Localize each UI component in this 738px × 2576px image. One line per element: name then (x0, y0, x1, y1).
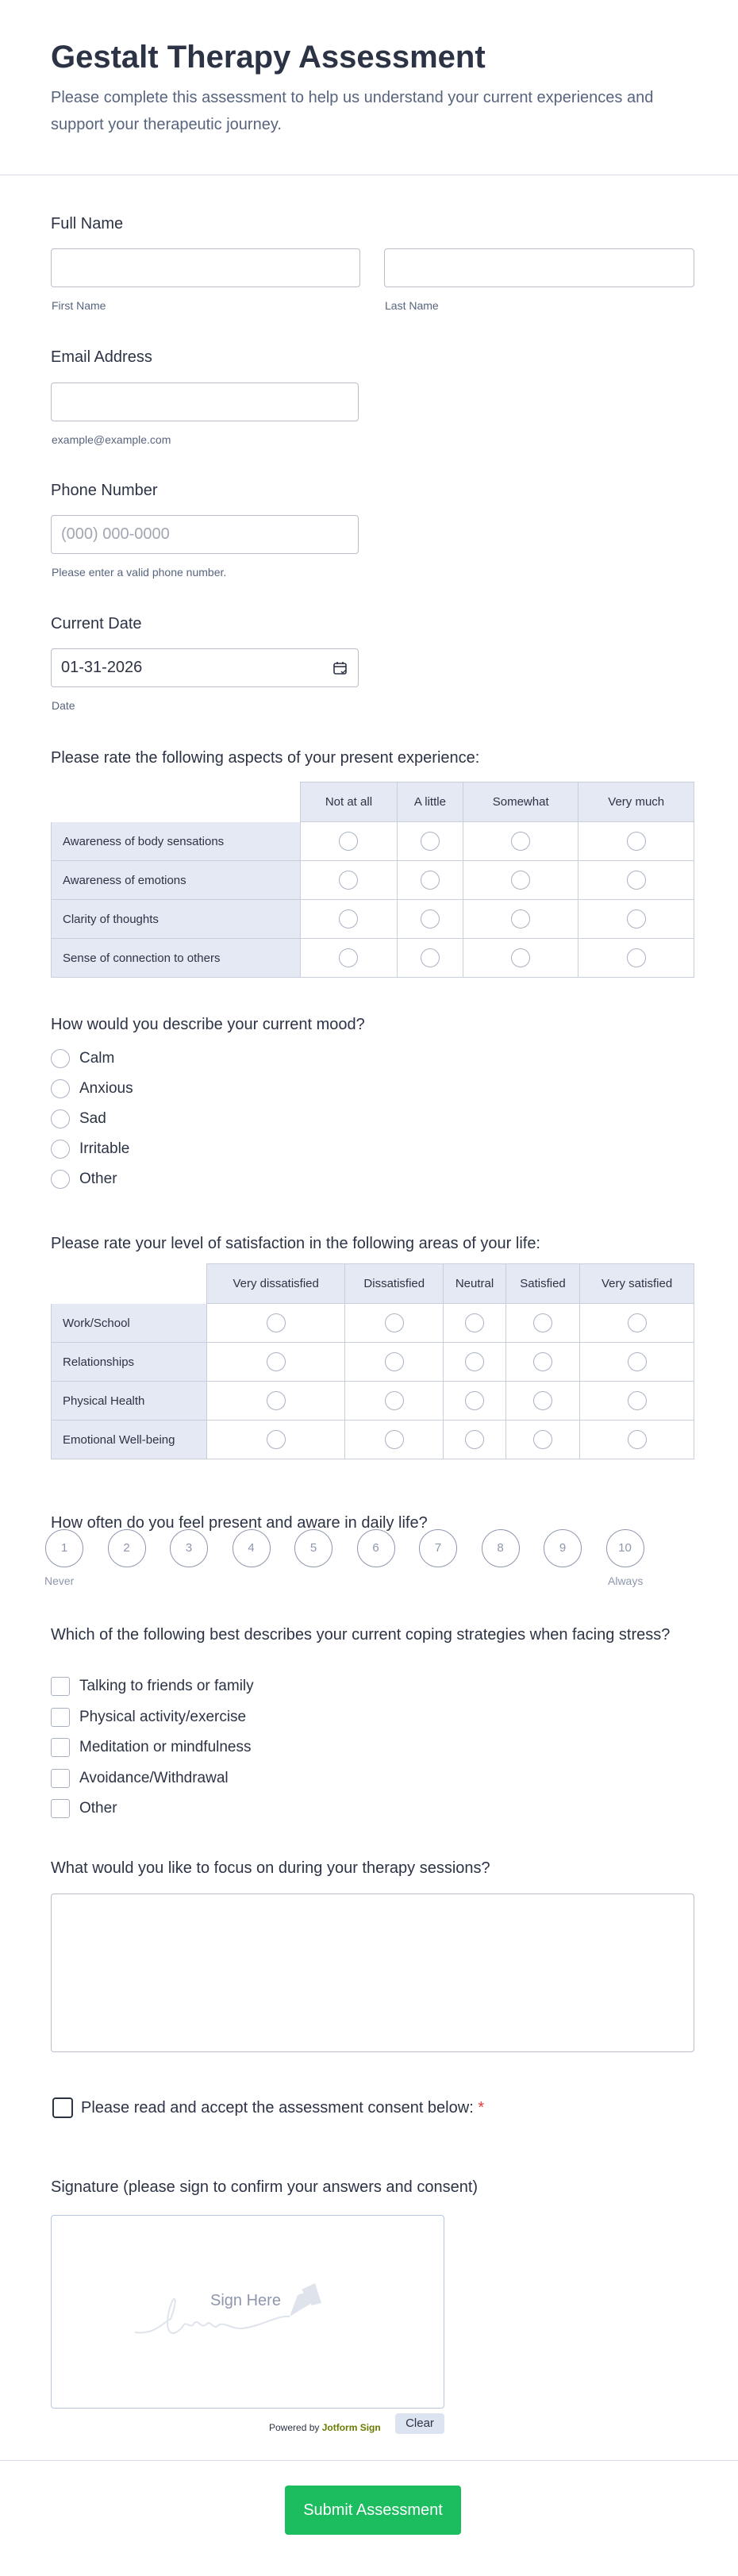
powered-by (269, 2422, 381, 2433)
table-row (51, 1343, 694, 1382)
calendar-icon[interactable] (332, 660, 348, 676)
column-header: Dissatisfied (345, 1263, 444, 1304)
phone-sublabel: Please enter a valid phone number. (52, 566, 227, 579)
matrix-cell (207, 1304, 345, 1343)
radio-button[interactable] (628, 1313, 647, 1332)
matrix-cell (506, 1382, 580, 1421)
radio-button[interactable] (51, 1170, 70, 1189)
radio-button[interactable] (533, 1313, 552, 1332)
radio-button[interactable] (465, 1430, 484, 1449)
required-mark: * (478, 2099, 485, 2117)
radio-button[interactable] (465, 1352, 484, 1371)
radio-button[interactable] (421, 909, 440, 929)
matrix-cell (463, 822, 579, 861)
matrix-cell (578, 939, 694, 978)
scale-option-5[interactable]: 5 (294, 1529, 332, 1567)
mood-option[interactable] (51, 1079, 133, 1098)
coping-question: Which of the following best describes your current coping strategies when facing stress? (51, 1626, 671, 1644)
radio-button[interactable] (267, 1430, 286, 1449)
scale-option-4[interactable]: 4 (233, 1529, 271, 1567)
clear-signature-button[interactable]: Clear (395, 2413, 444, 2434)
matrix1-question: Please rate the following aspects of your present experience: (51, 749, 480, 767)
checkbox[interactable] (51, 1769, 70, 1788)
table-row (51, 900, 694, 939)
signature-pen-icon (131, 2283, 369, 2347)
row-label: Physical Health (51, 1382, 207, 1421)
email-label: Email Address (51, 348, 152, 366)
option-label: Other (79, 1800, 117, 1817)
scale-option-8[interactable]: 8 (482, 1529, 520, 1567)
mood-option[interactable] (51, 1109, 106, 1128)
scale-option-9[interactable]: 9 (544, 1529, 582, 1567)
radio-button[interactable] (533, 1430, 552, 1449)
checkbox[interactable] (51, 1799, 70, 1818)
radio-button[interactable] (627, 871, 646, 890)
scale-option-3[interactable]: 3 (170, 1529, 208, 1567)
scale-max-label: Always (608, 1574, 644, 1587)
matrix-cell (207, 1343, 345, 1382)
radio-button[interactable] (511, 909, 530, 929)
matrix-cell (580, 1421, 694, 1459)
jotform-sign-brand[interactable]: Jotform Sign (321, 2422, 381, 2433)
phone-input[interactable]: (000) 000-0000 (51, 515, 359, 554)
phone-label: Phone Number (51, 482, 158, 499)
matrix-cell (398, 900, 463, 939)
coping-option[interactable] (51, 1738, 252, 1757)
radio-button[interactable] (339, 871, 358, 890)
matrix-cell (506, 1421, 580, 1459)
option-label: Physical activity/exercise (79, 1708, 247, 1725)
mood-question: How would you describe your current mood? (51, 1016, 365, 1033)
matrix2-corner (51, 1263, 207, 1304)
matrix-cell (578, 861, 694, 900)
option-label: Anxious (79, 1080, 133, 1097)
matrix-cell (345, 1382, 444, 1421)
matrix-cell (578, 822, 694, 861)
radio-button[interactable] (511, 832, 530, 851)
scale-option-7[interactable]: 7 (419, 1529, 457, 1567)
mood-option[interactable] (51, 1140, 129, 1159)
matrix-cell (207, 1382, 345, 1421)
matrix-cell (444, 1382, 506, 1421)
radio-button[interactable] (627, 909, 646, 929)
email-sublabel: example@example.com (52, 433, 171, 446)
matrix-cell (398, 822, 463, 861)
option-label: Other (79, 1171, 117, 1187)
radio-button[interactable] (627, 832, 646, 851)
mood-option[interactable] (51, 1049, 114, 1068)
radio-button[interactable] (627, 948, 646, 967)
radio-button[interactable] (267, 1352, 286, 1371)
matrix-cell (463, 861, 579, 900)
table-row (51, 939, 694, 978)
scale-option-10[interactable]: 10 (606, 1529, 644, 1567)
radio-button[interactable] (628, 1391, 647, 1410)
radio-button[interactable] (421, 832, 440, 851)
radio-button[interactable] (51, 1079, 70, 1098)
coping-option[interactable] (51, 1799, 117, 1818)
matrix-cell (444, 1304, 506, 1343)
mood-option[interactable] (51, 1170, 117, 1189)
column-header: Very satisfied (580, 1263, 694, 1304)
radio-button[interactable] (511, 871, 530, 890)
row-label: Emotional Well-being (51, 1421, 207, 1459)
matrix1-table (51, 782, 694, 978)
option-label: Meditation or mindfulness (79, 1739, 252, 1755)
matrix-cell (398, 939, 463, 978)
radio-button[interactable] (51, 1109, 70, 1128)
matrix2-header-row (51, 1263, 694, 1304)
submit-button[interactable]: Submit Assessment (285, 2486, 461, 2535)
column-header: Satisfied (506, 1263, 580, 1304)
column-header: A little (398, 782, 463, 822)
date-sublabel: Date (52, 699, 75, 712)
radio-button[interactable] (511, 948, 530, 967)
row-label: Sense of connection to others (51, 939, 301, 978)
matrix-cell (301, 822, 398, 861)
matrix-cell (301, 939, 398, 978)
coping-option[interactable] (51, 1708, 246, 1727)
matrix-cell (580, 1304, 694, 1343)
presence-question: How often do you feel present and aware in daily life? (51, 1514, 428, 1532)
row-label: Relationships (51, 1343, 207, 1382)
page-subtitle: Please complete this assessment to help us understand your current experiences and support your therapeutic journey. (51, 89, 654, 133)
column-header: Very dissatisfied (207, 1263, 345, 1304)
matrix-cell (398, 861, 463, 900)
page-title: Gestalt Therapy Assessment (51, 40, 486, 75)
row-label: Awareness of emotions (51, 861, 301, 900)
radio-button[interactable] (465, 1313, 484, 1332)
table-row (51, 1304, 694, 1343)
sign-here-placeholder: Sign Here (210, 2292, 281, 2309)
matrix-cell (444, 1421, 506, 1459)
coping-option[interactable] (51, 1769, 229, 1788)
radio-button[interactable] (385, 1391, 404, 1410)
matrix-cell (580, 1382, 694, 1421)
last-name-sublabel: Last Name (385, 299, 439, 312)
matrix-cell (578, 900, 694, 939)
signature-label: Signature (please sign to confirm your answers and consent) (51, 2178, 479, 2196)
focus-question: What would you like to focus on during your therapy sessions? (51, 1859, 490, 1877)
date-input[interactable] (51, 648, 359, 687)
column-header: Neutral (444, 1263, 506, 1304)
radio-button[interactable] (533, 1352, 552, 1371)
radio-button[interactable] (51, 1049, 70, 1068)
radio-button[interactable] (421, 871, 440, 890)
last-name-input[interactable] (384, 248, 694, 287)
option-label: Calm (79, 1050, 115, 1067)
table-row (51, 822, 694, 861)
column-header: Very much (578, 782, 694, 822)
scale-option-2[interactable]: 2 (108, 1529, 146, 1567)
matrix2-question: Please rate your level of satisfaction in the following areas of your life: (51, 1235, 540, 1252)
focus-textarea[interactable] (51, 1894, 694, 2052)
radio-button[interactable] (267, 1391, 286, 1410)
option-label: Sad (79, 1110, 106, 1127)
option-label: Avoidance/Withdrawal (79, 1769, 229, 1786)
matrix-cell (580, 1343, 694, 1382)
full-name-label: Full Name (51, 215, 124, 233)
coping-option[interactable] (51, 1677, 254, 1696)
matrix-cell (463, 939, 579, 978)
scale-min-label: Never (44, 1574, 75, 1587)
checkbox[interactable] (51, 1738, 70, 1757)
matrix1-corner (51, 782, 301, 822)
radio-button[interactable] (339, 832, 358, 851)
matrix-cell (444, 1343, 506, 1382)
radio-button[interactable] (628, 1352, 647, 1371)
option-label: Irritable (79, 1140, 130, 1157)
radio-button[interactable] (339, 909, 358, 929)
matrix1-header-row (51, 782, 694, 822)
table-row (51, 1382, 694, 1421)
radio-button[interactable] (628, 1430, 647, 1449)
matrix-cell (301, 900, 398, 939)
email-input[interactable] (51, 383, 359, 421)
first-name-input[interactable] (51, 248, 360, 287)
date-label: Current Date (51, 615, 142, 632)
column-header: Not at all (301, 782, 398, 822)
consent-checkbox[interactable] (52, 2097, 73, 2118)
column-header: Somewhat (463, 782, 579, 822)
checkbox[interactable] (51, 1708, 70, 1727)
matrix-cell (506, 1343, 580, 1382)
checkbox[interactable] (51, 1677, 70, 1696)
radio-button[interactable] (421, 948, 440, 967)
radio-button[interactable] (339, 948, 358, 967)
matrix-cell (506, 1304, 580, 1343)
date-value: 01-31-2026 (61, 659, 143, 676)
radio-button[interactable] (385, 1430, 404, 1449)
matrix-cell (463, 900, 579, 939)
matrix-cell (301, 861, 398, 900)
radio-button[interactable] (385, 1313, 404, 1332)
powered-by-text: Powered by (269, 2422, 320, 2433)
first-name-sublabel: First Name (52, 299, 106, 312)
option-label: Talking to friends or family (79, 1678, 254, 1694)
radio-button[interactable] (385, 1352, 404, 1371)
consent-label (81, 2099, 484, 2117)
row-label: Clarity of thoughts (51, 900, 301, 939)
matrix-cell (345, 1304, 444, 1343)
radio-button[interactable] (465, 1391, 484, 1410)
matrix-cell (207, 1421, 345, 1459)
matrix-cell (345, 1343, 444, 1382)
table-row (51, 861, 694, 900)
matrix2-table (51, 1263, 694, 1459)
radio-button[interactable] (533, 1391, 552, 1410)
matrix-cell (345, 1421, 444, 1459)
footer-divider (0, 2460, 738, 2461)
table-row (51, 1421, 694, 1459)
scale-option-1[interactable]: 1 (45, 1529, 83, 1567)
radio-button[interactable] (51, 1140, 70, 1159)
signature-pad[interactable] (51, 2215, 444, 2409)
radio-button[interactable] (267, 1313, 286, 1332)
row-label: Work/School (51, 1304, 207, 1343)
row-label: Awareness of body sensations (51, 822, 301, 861)
scale-option-6[interactable]: 6 (357, 1529, 395, 1567)
consent-text: Please read and accept the assessment consent below: (81, 2099, 474, 2117)
